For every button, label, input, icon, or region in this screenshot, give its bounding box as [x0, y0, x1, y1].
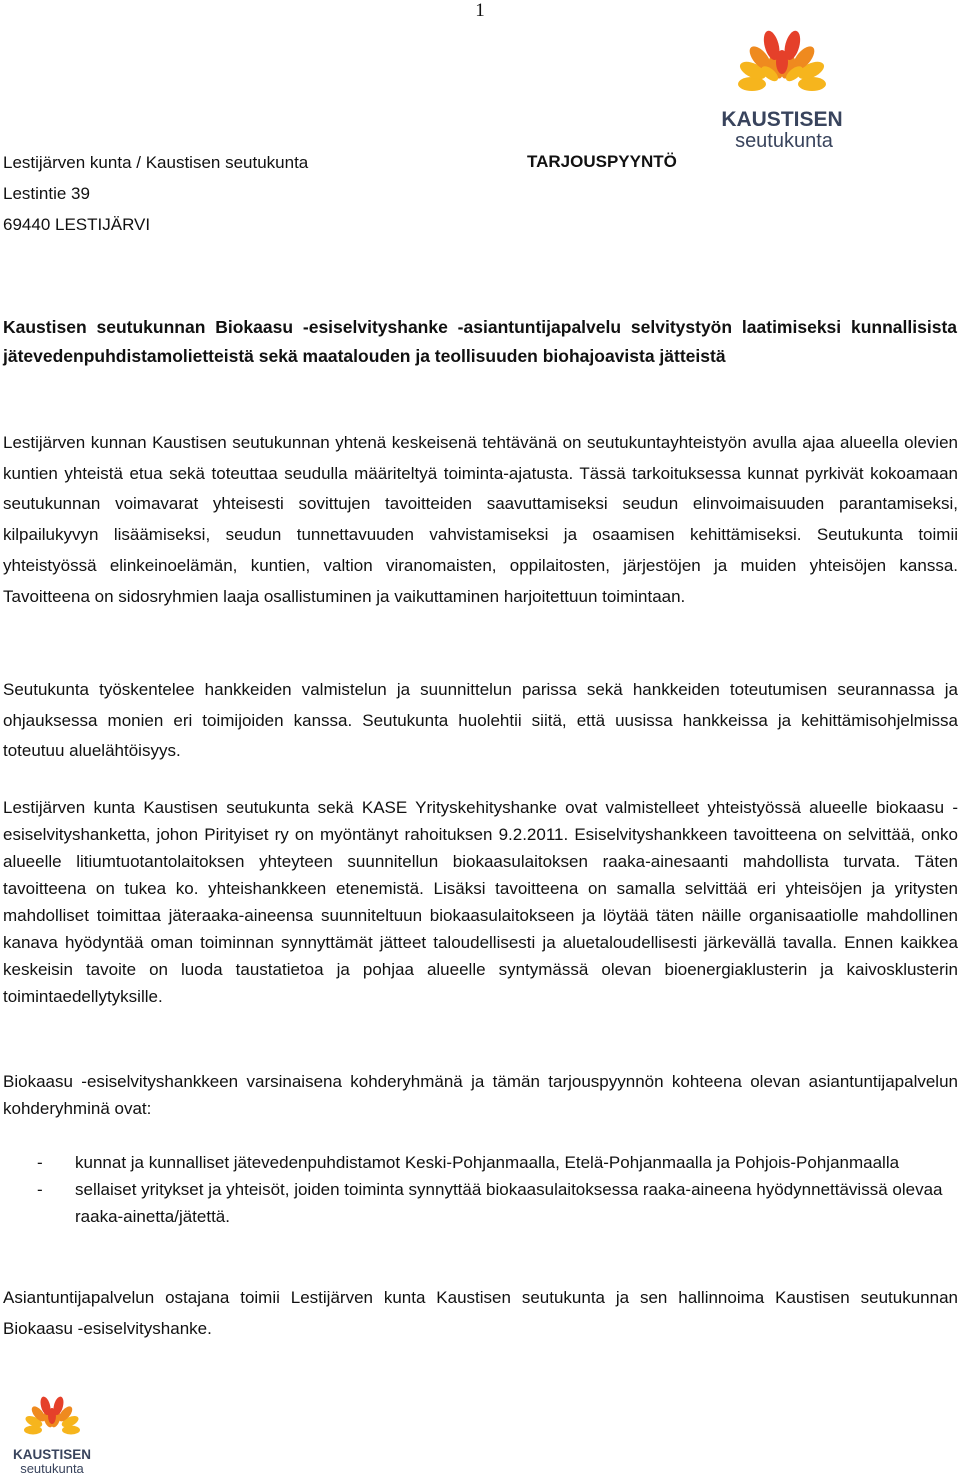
document-type-heading: TARJOUSPYYNTÖ [527, 152, 677, 171]
list-item [3, 1149, 958, 1176]
logo-name-main: KAUSTISEN [12, 1447, 92, 1462]
list-dash: - [37, 1180, 43, 1199]
logo-name-sub: seutukunta [735, 130, 833, 150]
list-item-text: kunnat ja kunnalliset jätevedenpuhdistamot Keski-Pohjanmaalla, Etelä-Pohjanmaalla ja Pohjois-Pohjanmaalla [75, 1153, 900, 1172]
page-number: 1 [475, 0, 485, 21]
list-item [3, 1176, 958, 1230]
paragraph-background: Lestijärven kunnan Kaustisen seutukunnan yhtenä keskeisenä tehtävänä on seutukuntayhteistyön avulla ajaa alueella olevien kuntien yhteistä etua sekä toteuttaa seudulla määriteltyä toiminta-ajatusta. Tässä tarkoituksessa kunnat pyrkivät kokoamaan seutukunnan voimavarat yhteisesti sovittujen tavoitteiden saavuttamiseksi seudun elinvoimaisuuden parantamiseksi, kilpailukyvyn lisäämiseksi, seudun tunnettavuuden vahvistamiseksi ja osaamisen kehittämiseksi. Seutukunta toimii yhteistyössä elinkeinoelämän, kuntien, valtion viranomaisten, oppilaitosten, järjestöjen ja muiden yhteisöjen kanssa. Tavoitteena on sidosryhmien laaja osallistuminen ja vaikuttaminen harjoitettuun toimintaan. [3, 433, 958, 606]
paragraph-target-groups: Biokaasu -esiselvityshankkeen varsinaisena kohderyhmänä ja tämän tarjouspyynnön kohteena olevan asiantuntijapalvelun kohderyhminä ovat: [3, 1072, 958, 1118]
document-title: Kaustisen seutukunnan Biokaasu -esiselvityshanke -asiantuntijapalvelu selvitystyön laatimiseksi kunnallisista jätevedenpuhdistamolietteistä sekä maatalouden ja teollisuuden biohajoavista jätteistä [3, 317, 957, 366]
paragraph-biogas-project: Lestijärven kunta Kaustisen seutukunta sekä KASE Yrityskehityshanke ovat valmistelleet yhteistyössä alueelle biokaasu -esiselvityshanketta, johon Pirityiset ry on myöntänyt rahoituksen 9.2.2011. Esiselvityshankkeen tavoitteena on selvittää, onko alueelle litiumtuotantolaitoksen yhteyteen suunnitellun biokaasulaitoksen raaka-ainesaanti mahdollista turvata. Täten tavoitteena on tukea ko. yhteishankkeen etenemistä. Lisäksi tavoitteena on samalla selvittää eri yhteisöjen ja yritysten mahdolliset toimittaa jäteraaka-aineensa suunniteltuun biokaasulaitokseen ja löytää täten näille organisaatiolle mahdollinen kanava hyödyntää oman toiminnan synnyttämät jätteet taloudellisesti ja aluetaloudellisesti järkevällä tavalla. Ennen kaikkea keskeisin tavoite on luoda taustatietoa ja pohjaa alueelle syntymässä olevan bioenergiaklusterin ja kaivosklusterin toimintaedellytyksille. [3, 798, 958, 1006]
logo-name-main: KAUSTISEN [721, 108, 843, 131]
sunburst-logo-icon [712, 20, 852, 150]
kaustisen-seutukunta-footer-logo [8, 1392, 96, 1476]
paragraph-projects: Seutukunta työskentelee hankkeiden valmistelun ja suunnittelun parissa sekä hankkeiden toteutumisen seurannassa ja ohjauksessa monien eri toimijoiden kanssa. Seutukunta huolehtii siitä, että uusissa hankkeissa ja kehittämisohjelmissa toteutuu aluelähtöisyys. [3, 680, 958, 761]
sunburst-logo-icon [8, 1392, 96, 1476]
logo-name-sub: seutukunta [20, 1461, 84, 1476]
target-group-list [3, 1149, 958, 1230]
kaustisen-seutukunta-logo [712, 20, 852, 150]
sender-postal: 69440 LESTIJÄRVI [3, 215, 151, 234]
sender-organization: Lestijärven kunta / Kaustisen seutukunta [3, 153, 309, 172]
list-item-text: sellaiset yritykset ja yhteisöt, joiden toiminta synnyttää biokaasulaitoksessa raaka-aineena hyödynnettävissä olevaa raaka-ainetta/jätettä. [75, 1180, 943, 1226]
list-dash: - [37, 1153, 43, 1172]
sender-street: Lestintie 39 [3, 184, 90, 203]
paragraph-purchaser: Asiantuntijapalvelun ostajana toimii Lestijärven kunta Kaustisen seutukunta ja sen hallinnoima Kaustisen seutukunnan Biokaasu -esiselvityshanke. [3, 1288, 958, 1338]
